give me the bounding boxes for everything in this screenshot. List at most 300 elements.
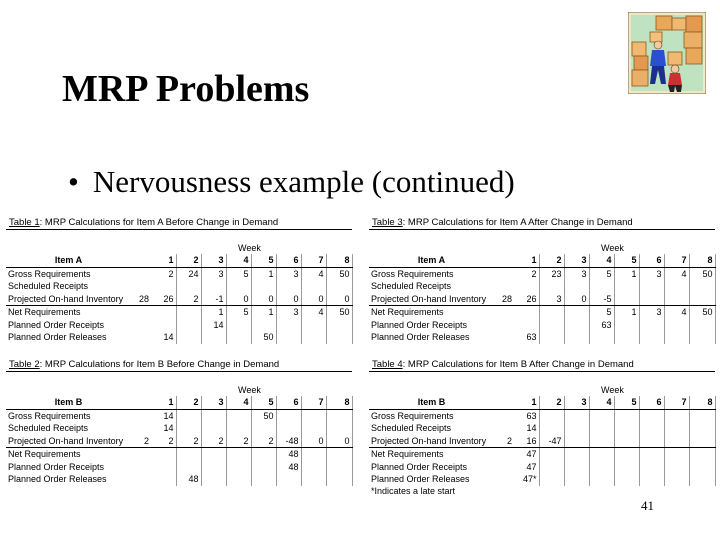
- table-cell: [176, 306, 201, 319]
- week-number: 8: [326, 396, 352, 409]
- initial-on-hand-cell: [131, 409, 151, 422]
- row-label: Net Requirements: [371, 449, 444, 459]
- table-row: [6, 280, 352, 293]
- row-label: Planned Order Receipts: [371, 319, 468, 330]
- table-number: Table 4: [372, 359, 403, 370]
- table-header-row: [369, 254, 715, 267]
- table-cell: 14: [151, 331, 176, 344]
- table-2-item-b-before: [6, 358, 352, 488]
- week-number: 4: [589, 254, 614, 267]
- table-cell: [276, 409, 301, 422]
- week-header: Week: [238, 243, 261, 253]
- row-label: Planned Order Receipts: [371, 461, 468, 472]
- table-cell: 48: [276, 461, 301, 474]
- week-number: 7: [301, 396, 326, 409]
- table-row: [6, 435, 352, 448]
- table-cell: [539, 461, 564, 474]
- table-cell: [226, 409, 251, 422]
- table-cell: [589, 409, 614, 422]
- initial-on-hand-cell: [494, 280, 514, 293]
- row-label: Scheduled Receipts: [371, 423, 452, 433]
- table-row: [6, 422, 352, 435]
- table-cell: [251, 461, 276, 474]
- table-cell: 3: [276, 306, 301, 319]
- table-header-row: [369, 396, 715, 409]
- table-cell: [151, 280, 176, 293]
- table-cell: 16: [514, 435, 539, 448]
- table-cell: 14: [151, 409, 176, 422]
- table-cell: -48: [276, 435, 301, 448]
- table-cell: [251, 473, 276, 486]
- week-number: 3: [201, 254, 226, 267]
- table-cell: [664, 293, 689, 306]
- row-label: Gross Requirements: [371, 410, 454, 421]
- table-cell: [689, 461, 715, 474]
- table-cell: 50: [251, 331, 276, 344]
- table-row: [6, 293, 352, 306]
- table-row: [6, 267, 352, 280]
- table-cell: [176, 331, 201, 344]
- table-cell: [201, 473, 226, 486]
- initial-on-hand-cell: [494, 422, 514, 435]
- mrp-grid: [369, 254, 716, 344]
- table-cell: 26: [514, 293, 539, 306]
- table-cell: 48: [276, 448, 301, 461]
- table-cell: [176, 280, 201, 293]
- table-cell: 5: [226, 306, 251, 319]
- table-cell: [614, 409, 639, 422]
- row-label: Net Requirements: [8, 307, 81, 317]
- table-cell: 1: [251, 306, 276, 319]
- week-number: 3: [201, 396, 226, 409]
- table-title: [372, 217, 633, 228]
- table-row: [369, 331, 715, 344]
- table-cell: [689, 473, 715, 486]
- week-number: 8: [689, 396, 715, 409]
- table-cell: [564, 319, 589, 332]
- table-cell: 26: [151, 293, 176, 306]
- page-number: 41: [641, 498, 654, 513]
- table-title: [9, 217, 278, 228]
- row-label: Planned Order Receipts: [8, 319, 105, 330]
- mrp-grid: [369, 396, 716, 486]
- table-cell: [689, 331, 715, 344]
- table-header-row: [6, 396, 352, 409]
- table-number: Table 1: [9, 217, 40, 228]
- table-cell: [689, 435, 715, 448]
- week-number: 5: [251, 396, 276, 409]
- table-cell: [614, 422, 639, 435]
- table-4-item-b-after: [369, 358, 715, 498]
- row-label: Scheduled Receipts: [8, 423, 89, 433]
- table-cell: 14: [514, 422, 539, 435]
- table-cell: [151, 448, 176, 461]
- table-cell: [301, 331, 326, 344]
- table-cell: [614, 461, 639, 474]
- week-number: 6: [639, 396, 664, 409]
- table-row: [369, 473, 715, 486]
- table-cell: [251, 280, 276, 293]
- table-cell: [201, 422, 226, 435]
- table-cell: [589, 461, 614, 474]
- table-cell: [564, 448, 589, 461]
- table-cell: 0: [326, 293, 352, 306]
- row-label: Gross Requirements: [8, 410, 91, 421]
- table-header-row: [6, 254, 352, 267]
- table-cell: [301, 280, 326, 293]
- table-cell: [589, 435, 614, 448]
- week-number: 1: [514, 396, 539, 409]
- initial-on-hand-cell: [494, 473, 514, 486]
- table-cell: [326, 448, 352, 461]
- table-row: [369, 306, 715, 319]
- table-title-text: : MRP Calculations for Item A Before Change in Demand: [39, 217, 279, 228]
- week-number: 2: [176, 254, 201, 267]
- table-cell: 3: [276, 267, 301, 280]
- week-number: 8: [326, 254, 352, 267]
- table-cell: -5: [589, 293, 614, 306]
- table-row: [6, 461, 352, 474]
- table-row: [369, 409, 715, 422]
- table-cell: [326, 422, 352, 435]
- table-cell: [326, 473, 352, 486]
- table-cell: [539, 280, 564, 293]
- week-number: 7: [301, 254, 326, 267]
- week-number: 4: [589, 396, 614, 409]
- table-cell: [514, 306, 539, 319]
- table-row: [6, 473, 352, 486]
- week-number: 6: [639, 254, 664, 267]
- table-cell: [514, 319, 539, 332]
- table-cell: 0: [251, 293, 276, 306]
- table-cell: [151, 473, 176, 486]
- week-number: 5: [614, 254, 639, 267]
- table-number: Table 3: [372, 217, 403, 228]
- initial-on-hand-cell: [494, 306, 514, 319]
- table-cell: [326, 331, 352, 344]
- table-cell: [539, 473, 564, 486]
- item-label: Item A: [369, 254, 494, 267]
- table-cell: [326, 319, 352, 332]
- table-cell: [251, 448, 276, 461]
- table-cell: [301, 473, 326, 486]
- table-row: [6, 306, 352, 319]
- row-label: Projected On-hand Inventory: [369, 293, 494, 306]
- table-row: [6, 331, 352, 344]
- table-cell: [226, 422, 251, 435]
- table-cell: 1: [614, 267, 639, 280]
- table-cell: [539, 422, 564, 435]
- table-cell: [201, 409, 226, 422]
- initial-on-hand-cell: [131, 280, 151, 293]
- table-cell: [301, 319, 326, 332]
- table-cell: 63: [514, 409, 539, 422]
- people-moving-boxes-clipart-icon: [628, 12, 706, 94]
- row-label: Projected On-hand Inventory: [369, 435, 494, 448]
- row-label: Planned Order Receipts: [8, 461, 105, 472]
- item-label: Item A: [6, 254, 131, 267]
- row-label: Projected On-hand Inventory: [6, 293, 131, 306]
- table-cell: 2: [151, 435, 176, 448]
- table-row: [6, 409, 352, 422]
- table-cell: 3: [639, 267, 664, 280]
- table-cell: [326, 409, 352, 422]
- table-cell: 47*: [514, 473, 539, 486]
- table-cell: 2: [176, 435, 201, 448]
- table-cell: [664, 331, 689, 344]
- table-cell: [589, 448, 614, 461]
- on-hand-header-cell: [131, 254, 151, 267]
- week-number: 6: [276, 396, 301, 409]
- table-cell: [176, 422, 201, 435]
- initial-on-hand-cell: [131, 267, 151, 280]
- table-cell: [564, 473, 589, 486]
- table-3-item-a-after: [369, 216, 715, 344]
- table-cell: [539, 448, 564, 461]
- table-title-text: : MRP Calculations for Item B After Change in Demand: [402, 359, 634, 370]
- table-cell: [301, 461, 326, 474]
- table-row: [369, 448, 715, 461]
- row-label: Planned Order Releases: [371, 332, 470, 342]
- table-cell: [689, 293, 715, 306]
- table-cell: 50: [689, 306, 715, 319]
- table-cell: [564, 306, 589, 319]
- table-cell: 47: [514, 448, 539, 461]
- table-row: [369, 267, 715, 280]
- table-cell: 2: [251, 435, 276, 448]
- table-cell: 63: [589, 319, 614, 332]
- table-row: [369, 280, 715, 293]
- table-cell: 4: [301, 267, 326, 280]
- on-hand-header-cell: [494, 396, 514, 409]
- week-header: Week: [238, 385, 261, 395]
- week-number: 2: [539, 254, 564, 267]
- table-cell: [226, 473, 251, 486]
- table-cell: [589, 331, 614, 344]
- table-cell: 50: [251, 409, 276, 422]
- table-cell: 24: [176, 267, 201, 280]
- bullet-text: Nervousness example (continued): [92, 164, 515, 199]
- table-cell: [639, 280, 664, 293]
- table-cell: [664, 448, 689, 461]
- item-label: Item B: [369, 396, 494, 409]
- table-cell: [639, 331, 664, 344]
- table-cell: 47: [514, 461, 539, 474]
- table-cell: [226, 448, 251, 461]
- initial-on-hand-cell: [494, 267, 514, 280]
- table-cell: 4: [664, 267, 689, 280]
- table-cell: 3: [564, 267, 589, 280]
- table-row: [369, 435, 715, 448]
- table-cell: [589, 280, 614, 293]
- late-start-footnote: *Indicates a late start: [371, 486, 456, 496]
- table-cell: [564, 435, 589, 448]
- initial-on-hand-cell: [131, 306, 151, 319]
- table-cell: [664, 319, 689, 332]
- table-cell: [614, 319, 639, 332]
- table-cell: [564, 461, 589, 474]
- mrp-grid: [6, 396, 353, 486]
- table-cell: 48: [176, 473, 201, 486]
- week-number: 8: [689, 254, 715, 267]
- table-row: [6, 448, 352, 461]
- table-cell: 5: [589, 306, 614, 319]
- row-label: Gross Requirements: [371, 268, 454, 279]
- table-cell: [276, 280, 301, 293]
- table-row: [369, 319, 715, 332]
- row-label: Gross Requirements: [8, 268, 91, 279]
- table-cell: [514, 280, 539, 293]
- table-title-text: : MRP Calculations for Item B Before Change in Demand: [39, 359, 280, 370]
- week-header: Week: [601, 385, 624, 395]
- row-label: Planned Order Releases: [8, 474, 107, 484]
- table-row: [369, 422, 715, 435]
- on-hand-header-cell: [494, 254, 514, 267]
- table-title: [9, 359, 279, 370]
- initial-on-hand-cell: [131, 461, 151, 474]
- table-cell: [689, 448, 715, 461]
- table-cell: 3: [539, 293, 564, 306]
- table-cell: 14: [201, 319, 226, 332]
- table-cell: [689, 319, 715, 332]
- week-number: 5: [614, 396, 639, 409]
- table-cell: [589, 422, 614, 435]
- table-title: [372, 359, 634, 370]
- table-cell: [539, 409, 564, 422]
- table-cell: 23: [539, 267, 564, 280]
- table-cell: 3: [201, 267, 226, 280]
- table-cell: 63: [514, 331, 539, 344]
- table-cell: [664, 435, 689, 448]
- table-cell: [564, 331, 589, 344]
- on-hand-header-cell: [131, 396, 151, 409]
- bullet-marker: •: [68, 164, 79, 199]
- week-number: 2: [539, 396, 564, 409]
- table-number: Table 2: [9, 359, 40, 370]
- table-cell: [664, 461, 689, 474]
- table-cell: [276, 422, 301, 435]
- table-cell: [639, 448, 664, 461]
- week-number: 2: [176, 396, 201, 409]
- table-cell: [201, 448, 226, 461]
- row-label: Net Requirements: [371, 307, 444, 317]
- week-number: 7: [664, 396, 689, 409]
- table-cell: [589, 473, 614, 486]
- initial-on-hand-cell: [131, 422, 151, 435]
- table-cell: [301, 409, 326, 422]
- table-cell: [689, 280, 715, 293]
- table-cell: [326, 461, 352, 474]
- table-cell: [639, 435, 664, 448]
- table-cell: 50: [689, 267, 715, 280]
- table-cell: 1: [251, 267, 276, 280]
- week-number: 6: [276, 254, 301, 267]
- table-cell: [639, 473, 664, 486]
- table-cell: 2: [226, 435, 251, 448]
- table-cell: [639, 461, 664, 474]
- initial-on-hand-cell: [131, 448, 151, 461]
- table-cell: -1: [201, 293, 226, 306]
- week-number: 4: [226, 254, 251, 267]
- table-cell: [564, 422, 589, 435]
- table-cell: [664, 422, 689, 435]
- table-cell: -47: [539, 435, 564, 448]
- table-cell: [301, 448, 326, 461]
- table-cell: [564, 280, 589, 293]
- table-cell: 2: [201, 435, 226, 448]
- table-cell: [539, 319, 564, 332]
- table-cell: 5: [226, 267, 251, 280]
- table-cell: [564, 409, 589, 422]
- initial-on-hand-cell: 2: [494, 435, 514, 448]
- table-cell: [176, 461, 201, 474]
- table-cell: [539, 331, 564, 344]
- table-cell: [151, 306, 176, 319]
- table-cell: 14: [151, 422, 176, 435]
- row-label: Projected On-hand Inventory: [6, 435, 131, 448]
- table-cell: [326, 280, 352, 293]
- table-cell: 0: [564, 293, 589, 306]
- table-1-item-a-before: [6, 216, 352, 344]
- table-cell: [301, 422, 326, 435]
- table-cell: 0: [301, 293, 326, 306]
- table-cell: [664, 280, 689, 293]
- table-cell: [614, 293, 639, 306]
- table-cell: 50: [326, 306, 352, 319]
- table-cell: 4: [664, 306, 689, 319]
- table-cell: [151, 461, 176, 474]
- table-row: [6, 319, 352, 332]
- week-number: 5: [251, 254, 276, 267]
- slide-title: MRP Problems: [62, 68, 310, 110]
- table-cell: [276, 473, 301, 486]
- table-cell: [639, 319, 664, 332]
- week-number: 1: [151, 254, 176, 267]
- table-cell: [251, 422, 276, 435]
- table-cell: [614, 473, 639, 486]
- row-label: Planned Order Releases: [8, 332, 107, 342]
- initial-on-hand-cell: 28: [131, 293, 151, 306]
- table-cell: [226, 319, 251, 332]
- table-cell: [689, 409, 715, 422]
- table-cell: [226, 280, 251, 293]
- item-label: Item B: [6, 396, 131, 409]
- table-cell: 2: [514, 267, 539, 280]
- initial-on-hand-cell: 2: [131, 435, 151, 448]
- table-cell: [176, 409, 201, 422]
- initial-on-hand-cell: [494, 448, 514, 461]
- table-cell: 0: [326, 435, 352, 448]
- initial-on-hand-cell: [494, 461, 514, 474]
- table-cell: [639, 293, 664, 306]
- row-label: Scheduled Receipts: [8, 281, 89, 291]
- table-cell: [201, 280, 226, 293]
- week-number: 1: [151, 396, 176, 409]
- table-cell: 1: [201, 306, 226, 319]
- table-cell: 50: [326, 267, 352, 280]
- table-cell: [251, 319, 276, 332]
- table-cell: [614, 280, 639, 293]
- table-row: [369, 293, 715, 306]
- week-number: 7: [664, 254, 689, 267]
- week-number: 4: [226, 396, 251, 409]
- initial-on-hand-cell: [494, 319, 514, 332]
- initial-on-hand-cell: [131, 473, 151, 486]
- table-cell: [201, 331, 226, 344]
- table-cell: [664, 473, 689, 486]
- row-label: Scheduled Receipts: [371, 281, 452, 291]
- table-cell: [639, 409, 664, 422]
